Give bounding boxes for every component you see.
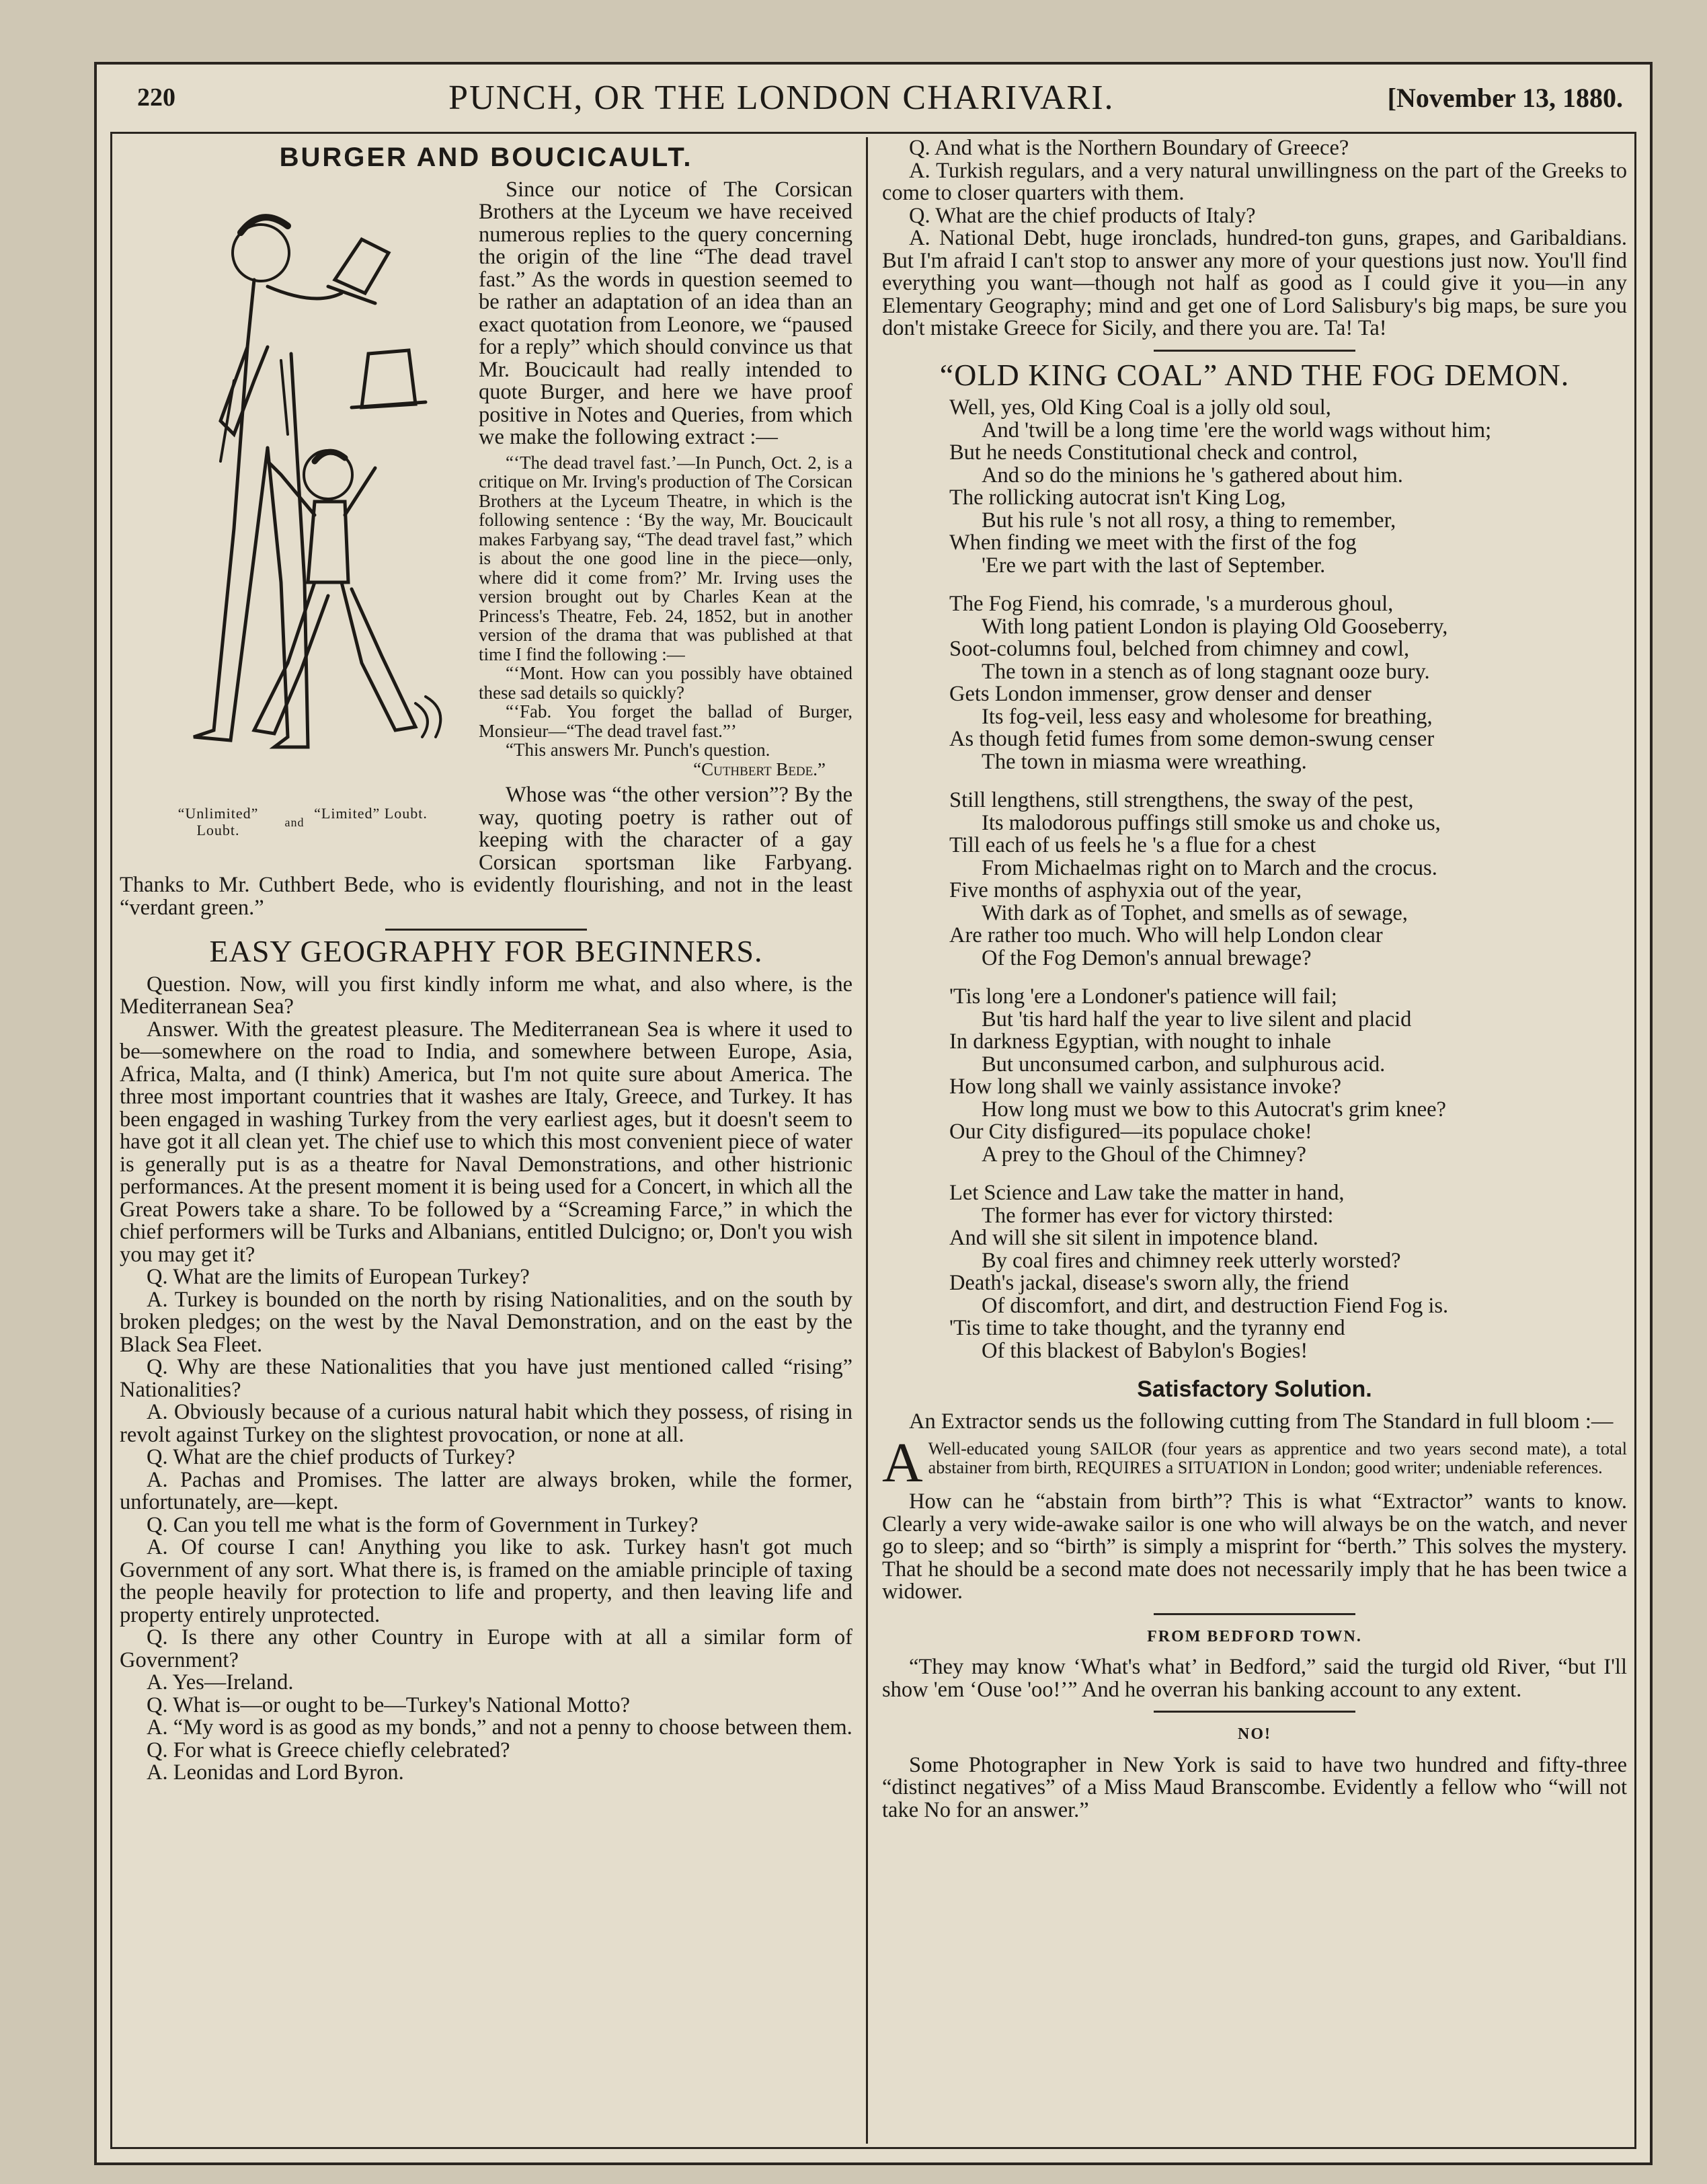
poem-line: Still lengthens, still strengthens, the sway of the pest, (949, 788, 1414, 812)
poem-line: Our City disfigured—its populace choke! (949, 1120, 1312, 1144)
poem-line: When finding we meet with the first of the fog (949, 531, 1357, 555)
poem (882, 397, 1627, 1362)
burger-quote-2: “‘Mont. How can you possibly have obtained these sad details so quickly? (479, 663, 852, 703)
top-hat-raised (335, 239, 389, 293)
poem-line: Of this blackest of Babylon's Bogies! (982, 1338, 1308, 1363)
masthead: PUNCH, OR THE LONDON CHARIVARI. (448, 78, 1115, 117)
poem-line: 'Ere we part with the last of September. (982, 553, 1326, 578)
no-body: Some Photographer in New York is said to have two hundred and fifty-three “distinct negatives” of a Miss Maud Branscombe. Evidently a fellow who “will not take No for an answer.” (882, 1752, 1627, 1822)
poem-line: By coal fires and chimney reek utterly worsted? (982, 1248, 1401, 1273)
poem-line: In darkness Egyptian, with nought to inhale (949, 1029, 1331, 1054)
burger-quote-3: “‘Fab. You forget the ballad of Burger, Monsieur—“The dead travel fast.”’ (479, 701, 852, 741)
poem-line: But he needs Constitutional check and control, (949, 440, 1358, 465)
top-hat-small (362, 350, 415, 407)
caption-left: “Unlimited” Loubt. (177, 805, 259, 838)
poem-line: The rollicking autocrat isn't King Log, (949, 485, 1286, 510)
no-title: NO! (1238, 1725, 1271, 1743)
burger-paragraph-1: Since our notice of The Corsican Brothers at the Lyceum we have received numerous replies to the query concerning the origin of the line “The dead travel fast.” As the words in question seemed to be rather an adaptation of an idea than an exact quotation from Leonore, we “paused for a reply” which should convince us that Mr. Boucicault had really intended to quote Burger, and here we have proof positive in Notes and Queries, from which we make the following extract :— (479, 177, 852, 449)
poem-line: Gets London immenser, grow denser and denser (949, 682, 1372, 706)
rule (1154, 1613, 1355, 1615)
burger-paragraph-2: Whose was “the other version”? By the way, quoting poetry is rather out of keeping with the character of a gay Corsican sportsman like Farbyang. Thanks to Mr. Cuthbert Bede, who is evidently flourishing, and not in the least “verdant green.” (120, 783, 852, 920)
geography-paragraph: Q. Is there any other Country in Europe with at all a similar form of Government? (120, 1625, 852, 1672)
geography-paragraph: Answer. With the greatest pleasure. The Mediterranean Sea is where it used to be—somewhere on the road to India, and somewhere between Europe, Asia, Africa, Malta, and (I think) America, but I'm not quite sure about America. The three most important countries that it washes are Italy, Greece, and Turkey. It has been engaged in washing Turkey from the very earliest ages, but it doesn't seem to have got it all clean yet. The chief use to which this most convenient piece of water is generally put is as a theatre for Naval Demonstrations, and other histrionic performances. At the present moment it is being used for a Concert, in which all the Great Powers take a share. To be followed by a “Screaming Farce,” in which the chief performers will be Turks and Albanians, entitled Dulcigno; or, Don't you wish you may get it? (120, 1017, 852, 1267)
poem-line: The former has ever for victory thirsted: (982, 1203, 1334, 1228)
poem-line: 'Tis time to take thought, and the tyranny end (949, 1316, 1345, 1340)
poem-line: Its fog-veil, less easy and wholesome for breathing, (982, 704, 1433, 729)
poem-line: Of discomfort, and dirt, and destruction Fiend Fog is. (982, 1293, 1449, 1318)
right-column (882, 137, 1627, 2144)
solution-body: How can he “abstain from birth”? This is what “Extractor” wants to know. Clearly a very wide-awake sailor is one who will always be on the watch, and never go to sleep; and so “birth” is simply a misprint for “berth.” This solves the mystery. That he should be a second mate does not necessarily imply that he has been twice a widower. (882, 1489, 1627, 1604)
geography-continued-paragraph: Q. And what is the Northern Boundary of Greece? (909, 137, 1349, 160)
poem-line: Death's jackal, disease's sworn ally, the friend (949, 1271, 1349, 1295)
geography-paragraph: Q. Why are these Nationalities that you have just mentioned called “rising” Nationalities? (120, 1355, 852, 1402)
advertisement (882, 1440, 1627, 1485)
rule (1154, 350, 1355, 352)
poem-line: From Michaelmas right on to March and the crocus. (982, 855, 1437, 880)
geography-paragraph: A. Of course I can! Anything you like to ask. Turkey hasn't got much Government of any sort. What there is, is framed on the amiable principle of taxing the people heavily for protection to life and property, and then leaving life and property entirely unprotected. (120, 1535, 852, 1627)
poem-line: 'Tis long 'ere a Londoner's patience will fail; (949, 984, 1337, 1009)
running-head (137, 74, 1623, 121)
poem-stanza (949, 986, 1627, 1166)
poem-line: With long patient London is playing Old Gooseberry, (982, 614, 1448, 639)
geography-paragraph: A. Turkey is bounded on the north by rising Nationalities, and on the south by broken pledges; on the west by the Naval Demonstration, and on the east by the Black Sea Fleet. (120, 1287, 852, 1357)
advert-text: Well-educated young SAILOR (four years as apprentice and two years second mate), a total abstainer from birth, REQUIRES a SITUATION in London; good writer; undeniable references. (928, 1440, 1627, 1477)
advert-drop-cap: A (882, 1440, 923, 1485)
poem-line: But 'tis hard half the year to live silent and placid (982, 1007, 1412, 1031)
bedford-title: FROM BEDFORD TOWN. (1147, 1627, 1362, 1645)
column-divider (866, 137, 868, 2144)
geography-continued-paragraph: A. National Debt, huge ironclads, hundred-ton guns, grapes, and Garibaldians. But I'm afraid I can't stop to answer any more of your questions just now. You'll find everything you want—though not half as good as I could give it you—in any Elementary Geography; mind and get one of Lord Salisbury's big maps, be sure you don't mistake Greece for Sicily, and there you are. Ta! Ta! (882, 226, 1627, 340)
solution-title: Satisfactory Solution. (1137, 1376, 1372, 1402)
caption-right: “Limited” Loubt. (314, 805, 428, 822)
poem-stanza (949, 789, 1627, 970)
burger-quote-4: “This answers Mr. Punch's question. (506, 740, 770, 760)
poem-line: Let Science and Law take the matter in hand, (949, 1181, 1345, 1205)
geography-continued-paragraph: A. Turkish regulars, and a very natural unwillingness on the part of the Greeks to come to closer quarters with them. (882, 158, 1627, 205)
left-column (120, 137, 852, 2144)
geography-paragraph: A. Leonidas and Lord Byron. (147, 1760, 404, 1785)
illustration-caption (120, 805, 469, 838)
poem-line: Well, yes, Old King Coal is a jolly old soul, (949, 395, 1331, 420)
page-number: 220 (137, 83, 175, 112)
solution-intro: An Extractor sends us the following cutting from The Standard in full bloom :— (909, 1409, 1614, 1434)
burger-quote-1: “‘The dead travel fast.’—In Punch, Oct. 2, is a critique on Mr. Irving's production of The Corsican Brothers at the Lyceum Theatre, in which is the following sentence : ‘By the way, Mr. Boucicault makes Farbyang say, “The dead travel fast,” which is about the one good line in the piece—only, where did it come from?’ Mr. Irving uses the version brought out by Charles Kean at the Princess's Theatre, Feb. 24, 1852, but in another version of the drama that was published at that time I find the following :— (479, 452, 852, 664)
geography-paragraph: Q. Can you tell me what is the form of Government in Turkey? (147, 1512, 699, 1537)
bedford-body: “They may know ‘What's what’ in Bedford,” said the turgid old River, “but I'll show 'em ‘Ouse 'oo!’” And he overran his banking account to any extent. (882, 1655, 1627, 1702)
geography-continued-paragraph: Q. What are the chief products of Italy? (909, 203, 1256, 228)
geography-paragraph: Q. What is—or ought to be—Turkey's National Motto? (147, 1692, 630, 1717)
geography-paragraph: Q. For what is Greece chiefly celebrated? (147, 1738, 510, 1762)
poem-stanza (949, 1182, 1627, 1362)
geography-paragraph: A. Obviously because of a curious natural habit which they possess, of rising in revolt against Turkey on the slightest provocation, or none at all. (120, 1400, 852, 1447)
illustration (120, 179, 469, 853)
poem-line: And so do the minions he 's gathered about him. (982, 463, 1403, 488)
geography-title: EASY GEOGRAPHY FOR BEGINNERS. (209, 934, 763, 968)
geography-paragraph: A. Pachas and Promises. The latter are always broken, while the former, unfortunately, are—kept. (120, 1467, 852, 1514)
poem-line: Soot-columns foul, belched from chimney and cowl, (949, 637, 1410, 661)
geography-paragraph: Q. What are the chief products of Turkey? (147, 1445, 516, 1469)
poem-line: Its malodorous puffings still smoke us and choke us, (982, 810, 1441, 835)
geography-paragraph: A. “My word is as good as my bonds,” and not a penny to choose between them. (147, 1715, 852, 1740)
poem-line: And will she sit silent in impotence bland. (949, 1226, 1318, 1250)
poem-line: How long shall we vainly assistance invoke? (949, 1075, 1342, 1099)
poem-line: With dark as of Tophet, and smells as of sewage, (982, 900, 1408, 925)
poem-line: How long must we bow to this Autocrat's grim knee? (982, 1097, 1446, 1122)
caption-and: and (284, 816, 305, 829)
poem-title: “OLD KING COAL” AND THE FOG DEMON. (939, 357, 1570, 392)
poem-line: Are rather too much. Who will help London clear (949, 923, 1383, 947)
poem-line: But his rule 's not all rosy, a thing to remember, (982, 508, 1396, 533)
poem-line: But unconsumed carbon, and sulphurous acid. (982, 1052, 1386, 1077)
poem-line: Of the Fog Demon's annual brewage? (982, 945, 1312, 970)
poem-line: A prey to the Ghoul of the Chimney? (982, 1142, 1306, 1167)
poem-line: Till each of us feels he 's a flue for a chest (949, 833, 1316, 857)
burger-signature: “Cuthbert Bede.” (693, 758, 826, 779)
rule (1154, 1711, 1355, 1713)
poem-line: Five months of asphyxia out of the year, (949, 878, 1302, 902)
geography-qa (120, 974, 852, 1785)
rule (385, 929, 587, 931)
issue-date: [November 13, 1880. (1387, 82, 1623, 113)
poem-stanza (949, 397, 1627, 577)
poem-line: As though fetid fumes from some demon-swung censer (949, 727, 1435, 751)
page (94, 62, 1653, 2165)
poem-line: The town in a stench as of long stagnant ooze bury. (982, 659, 1430, 684)
poem-line: And 'twill be a long time 'ere the world wags without him; (982, 418, 1492, 442)
poem-line: The Fog Fiend, his comrade, 's a murderous ghoul, (949, 592, 1394, 616)
cartoon-illustration (120, 179, 469, 797)
geography-paragraph: Q. What are the limits of European Turkey? (147, 1265, 530, 1289)
geography-paragraph: Question. Now, will you first kindly inform me what, and also where, is the Mediterranean Sea? (120, 972, 852, 1019)
burger-title: BURGER AND BOUCICAULT. (279, 143, 693, 172)
poem-stanza (949, 593, 1627, 773)
geography-continued (882, 137, 1627, 340)
poem-line: The town in miasma were wreathing. (982, 749, 1307, 774)
geography-paragraph: A. Yes—Ireland. (147, 1670, 294, 1694)
